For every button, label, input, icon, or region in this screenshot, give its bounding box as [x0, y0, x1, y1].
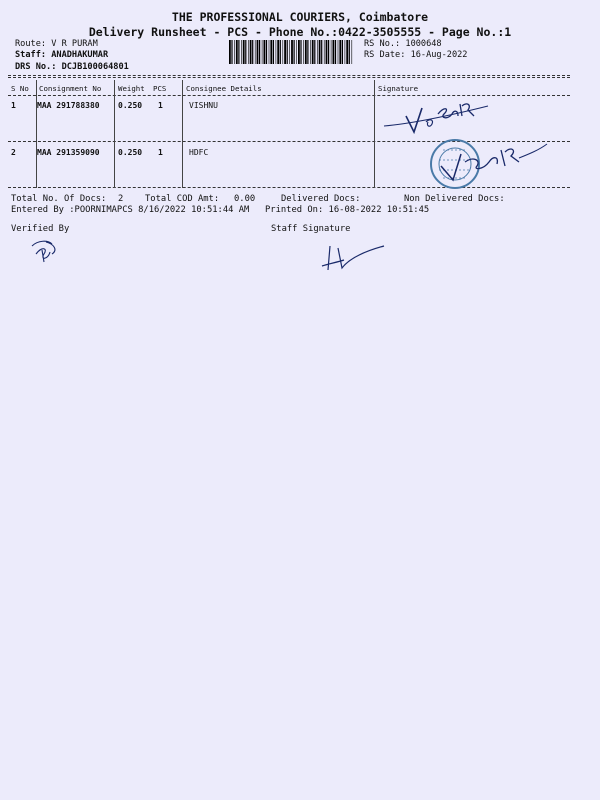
barcode-bar — [335, 40, 336, 64]
barcode-bar — [317, 40, 318, 64]
col-divider-2 — [114, 80, 115, 188]
barcode-bar — [236, 40, 238, 64]
barcode-bar — [283, 40, 284, 64]
barcode-bar — [269, 40, 270, 64]
barcode-bar — [231, 40, 232, 64]
col-sno: S No — [11, 84, 29, 93]
barcode-bar — [229, 40, 231, 64]
barcode-bar — [257, 40, 259, 64]
barcode-bar — [264, 40, 266, 64]
row-pcs: 1 — [158, 148, 163, 157]
row-consignee: HDFC — [189, 148, 209, 157]
table-top-rule-2 — [8, 77, 570, 78]
barcode-bar — [300, 40, 301, 64]
cod-value: 0.00 — [234, 194, 256, 204]
barcode-bar — [333, 40, 335, 64]
barcode — [229, 40, 353, 64]
barcode-bar — [238, 40, 239, 64]
row-pcs: 1 — [158, 101, 163, 110]
barcode-bar — [259, 40, 260, 64]
barcode-bar — [248, 40, 249, 64]
barcode-bar — [298, 40, 300, 64]
barcode-bar — [305, 40, 307, 64]
table-top-rule — [8, 75, 570, 76]
col-pcs: PCS — [153, 84, 167, 93]
barcode-bar — [252, 40, 253, 64]
barcode-bar — [310, 40, 311, 64]
col-divider-4 — [374, 80, 375, 188]
barcode-bar — [314, 40, 315, 64]
col-divider-1 — [36, 80, 37, 188]
col-signature: Signature — [378, 84, 419, 93]
barcode-bar — [352, 40, 353, 64]
row-sno: 2 — [11, 148, 16, 157]
barcode-bar — [328, 40, 329, 64]
row-consignment: MAA 291788380 — [37, 101, 100, 110]
barcode-bar — [319, 40, 321, 64]
barcode-bar — [270, 40, 272, 64]
barcode-bar — [331, 40, 332, 64]
barcode-bar — [234, 40, 235, 64]
barcode-bar — [243, 40, 245, 64]
barcode-bar — [294, 40, 295, 64]
col-divider-3 — [182, 80, 183, 188]
row-sno: 1 — [11, 101, 16, 110]
col-consignee: Consignee Details — [186, 84, 262, 93]
printed-on: Printed On: 16-08-2022 10:51:45 — [265, 205, 430, 215]
drs-number: DRS No.: DCJB100064801 — [15, 62, 129, 72]
col-weight: Weight — [118, 84, 145, 93]
rs-date: RS Date: 16-Aug-2022 — [364, 50, 468, 60]
row-weight: 0.250 — [118, 101, 143, 110]
barcode-bar — [303, 40, 304, 64]
barcode-bar — [312, 40, 314, 64]
barcode-bar — [296, 40, 297, 64]
barcode-bar — [289, 40, 290, 64]
barcode-bar — [342, 40, 343, 64]
barcode-bar — [307, 40, 308, 64]
rs-number: RS No.: 1000648 — [364, 39, 442, 49]
row-weight: 0.250 — [118, 148, 143, 157]
verifier-signature — [28, 236, 64, 264]
barcode-bar — [326, 40, 328, 64]
staff-signature — [318, 240, 390, 274]
barcode-bar — [266, 40, 267, 64]
route-text: Route: V R PURAM — [15, 39, 98, 49]
cod-label: Total COD Amt: — [145, 194, 220, 204]
barcode-bar — [324, 40, 325, 64]
entered-by: Entered By :POORNIMAPCS 8/16/2022 10:51:44 AM — [11, 205, 250, 215]
delivered-docs-label: Delivered Docs: — [281, 194, 361, 204]
row-consignment: MAA 291359090 — [37, 148, 100, 157]
row-consignee: VISHNU — [189, 101, 218, 110]
barcode-bar — [250, 40, 252, 64]
staff-signature-label: Staff Signature — [271, 224, 351, 234]
verified-by-label: Verified By — [11, 224, 70, 234]
company-title: THE PROFESSIONAL COURIERS, Coimbatore — [171, 10, 429, 24]
col-consignment: Consignment No — [39, 84, 102, 93]
barcode-bar — [321, 40, 322, 64]
barcode-bar — [241, 40, 242, 64]
barcode-bar — [245, 40, 246, 64]
barcode-bar — [262, 40, 263, 64]
barcode-bar — [345, 40, 346, 64]
runsheet-subtitle: Delivery Runsheet - PCS - Phone No.:0422-3505555 - Page No.:1 — [88, 25, 512, 39]
staff-text: Staff: ANADHAKUMAR — [15, 50, 109, 60]
barcode-bar — [277, 40, 279, 64]
barcode-bar — [287, 40, 288, 64]
barcode-bar — [339, 40, 341, 64]
barcode-bar — [349, 40, 350, 64]
total-docs-value: 2 — [118, 194, 124, 204]
non-delivered-docs-label: Non Delivered Docs: — [404, 194, 505, 204]
delivery-stamp — [425, 136, 575, 194]
recipient-signature-1 — [378, 96, 568, 140]
barcode-bar — [291, 40, 293, 64]
barcode-bar — [255, 40, 256, 64]
barcode-bar — [284, 40, 286, 64]
barcode-bar — [276, 40, 277, 64]
barcode-bar — [280, 40, 281, 64]
total-docs-label: Total No. Of Docs: — [11, 194, 107, 204]
barcode-bar — [338, 40, 339, 64]
barcode-bar — [346, 40, 348, 64]
barcode-bar — [273, 40, 274, 64]
